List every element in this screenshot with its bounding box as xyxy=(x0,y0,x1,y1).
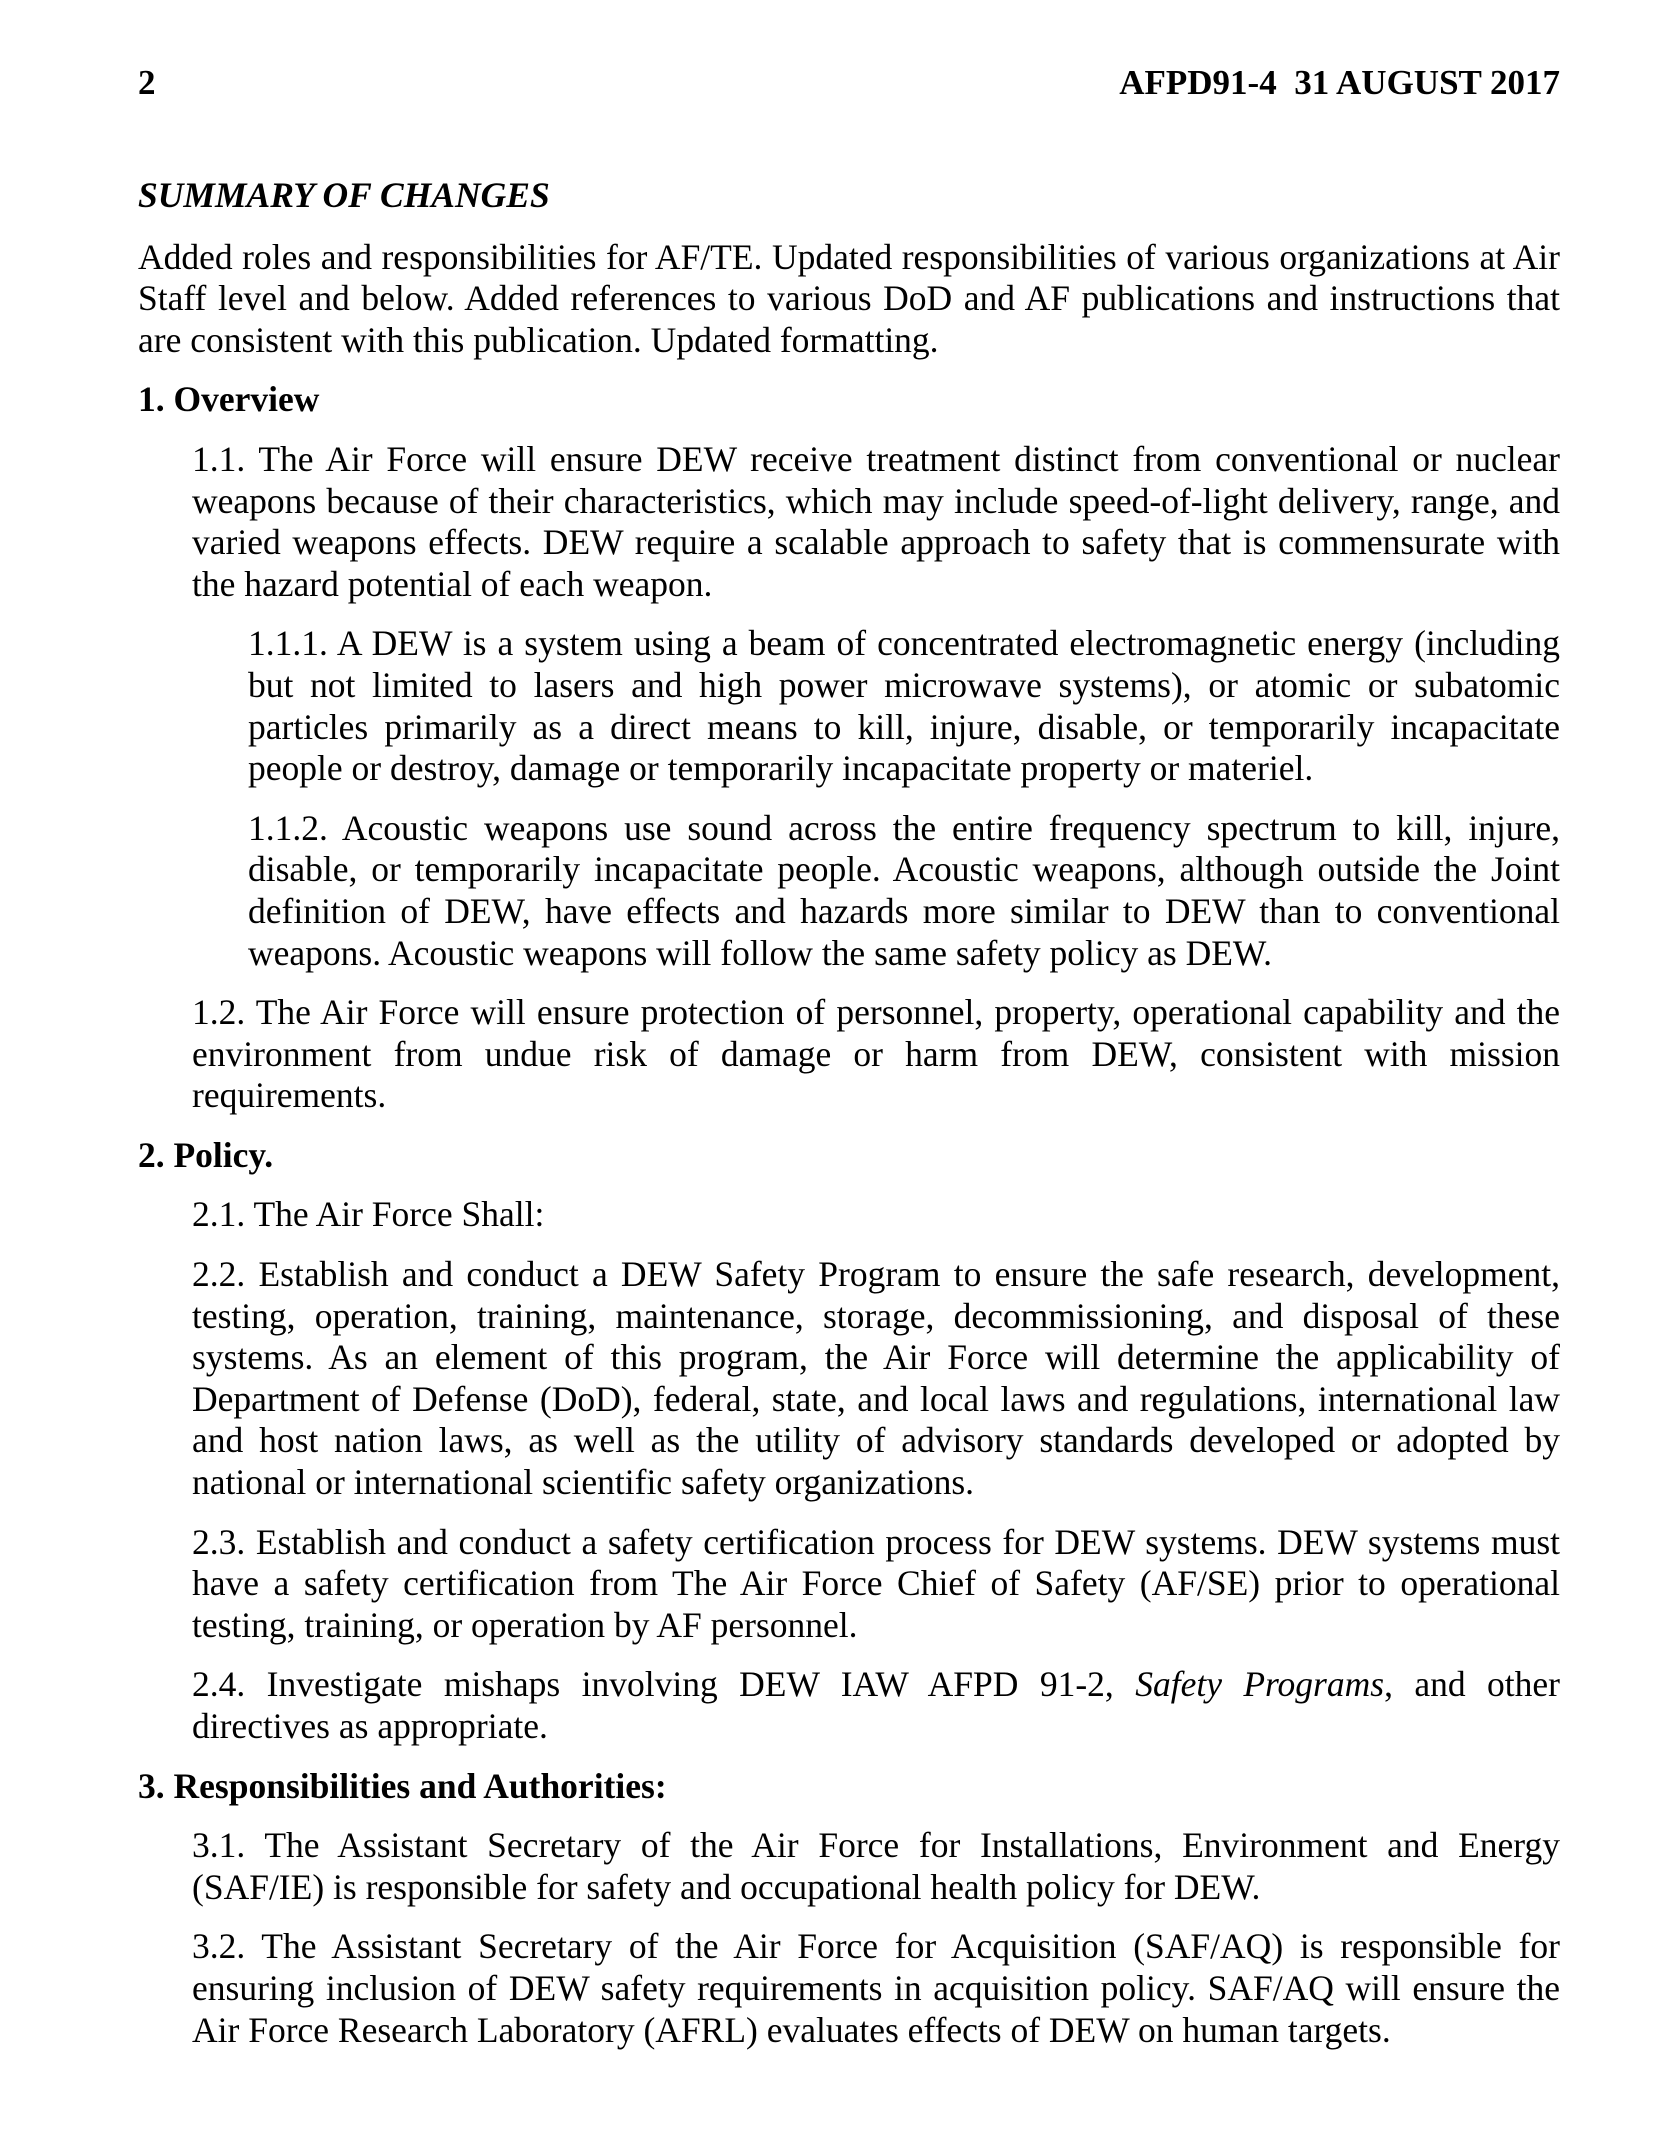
paragraph-2-4-text: 2.4. Investigate mishaps involving DEW IAW AFPD 91-2, xyxy=(192,1664,1136,1705)
page-number: 2 xyxy=(138,63,156,102)
paragraph-2-4 xyxy=(192,1664,1560,1747)
paragraph-2-3: 2.3. Establish and conduct a safety certification process for DEW systems. DEW systems must have a safety certification from The Air Force Chief of Safety (AF/SE) prior to operational testing, training, or operation by AF personnel. xyxy=(192,1521,1560,1645)
paragraph-1-1: 1.1. The Air Force will ensure DEW receive treatment distinct from conventional or nuclear weapons because of their characteristics, which may include speed-of-light delivery, range, and varied weapons effects. DEW require a scalable approach to safety that is commensurate with the hazard potential of each weapon. xyxy=(192,438,1560,604)
section-heading-responsibilities: 3. Responsibilities and Authorities: xyxy=(138,1765,667,1806)
document-id: AFPD91-4 31 AUGUST 2017 xyxy=(1119,63,1560,102)
paragraph-3-2: 3.2. The Assistant Secretary of the Air Force for Acquisition (SAF/AQ) is responsible for ensuring inclusion of DEW safety requirements in acquisition policy. SAF/AQ will ensure the Air Force Research Laboratory (AFRL) evaluates effects of DEW on human targets. xyxy=(192,1926,1560,2050)
summary-text: Added roles and responsibilities for AF/TE. Updated responsibilities of various organizations at Air Staff level and below. Added references to various DoD and AF publications and instructions that are consistent with this publication. Updated formatting. xyxy=(138,236,1560,360)
section-heading-policy: 2. Policy. xyxy=(138,1134,274,1175)
document-body xyxy=(138,175,1560,2069)
paragraph-2-1: 2.1. The Air Force Shall: xyxy=(192,1194,545,1235)
paragraph-2-4-text-end: , and other directives as appropriate. xyxy=(192,1664,1560,1746)
summary-title: SUMMARY OF CHANGES xyxy=(138,175,550,215)
section-heading-overview: 1. Overview xyxy=(138,379,320,420)
publication-title: Safety Programs xyxy=(1135,1664,1385,1705)
paragraph-1-1-1: 1.1.1. A DEW is a system using a beam of concentrated electromagnetic energy (including but not limited to lasers and high power microwave systems), or atomic or subatomic particles primarily as a direct means to kill, injure, disable, or temporarily incapacitate people or destroy, damage or temporarily incapacitate property or materiel. xyxy=(248,623,1560,789)
paragraph-3-1: 3.1. The Assistant Secretary of the Air Force for Installations, Environment and Energy (SAF/IE) is responsible for safety and occupational health policy for DEW. xyxy=(192,1825,1560,1907)
paragraph-1-2: 1.2. The Air Force will ensure protection of personnel, property, operational capability and the environment from undue risk of damage or harm from DEW, consistent with mission requirements. xyxy=(192,992,1560,1116)
paragraph-1-1-2: 1.1.2. Acoustic weapons use sound across the entire frequency spectrum to kill, injure, disable, or temporarily incapacitate people. Acoustic weapons, although outside the Joint definition of DEW, have effects and hazards more similar to DEW than to conventional weapons. Acoustic weapons will follow the same safety policy as DEW. xyxy=(248,807,1560,973)
page-header xyxy=(138,62,1560,106)
paragraph-2-2: 2.2. Establish and conduct a DEW Safety Program to ensure the safe research, development, testing, operation, training, maintenance, storage, decommissioning, and disposal of these systems. As an element of this program, the Air Force will determine the applicability of Department of Defense (DoD), federal, state, and local laws and regulations, international law and host nation laws, as well as the utility of advisory standards developed or adopted by national or international scientific safety organizations. xyxy=(192,1254,1560,1503)
